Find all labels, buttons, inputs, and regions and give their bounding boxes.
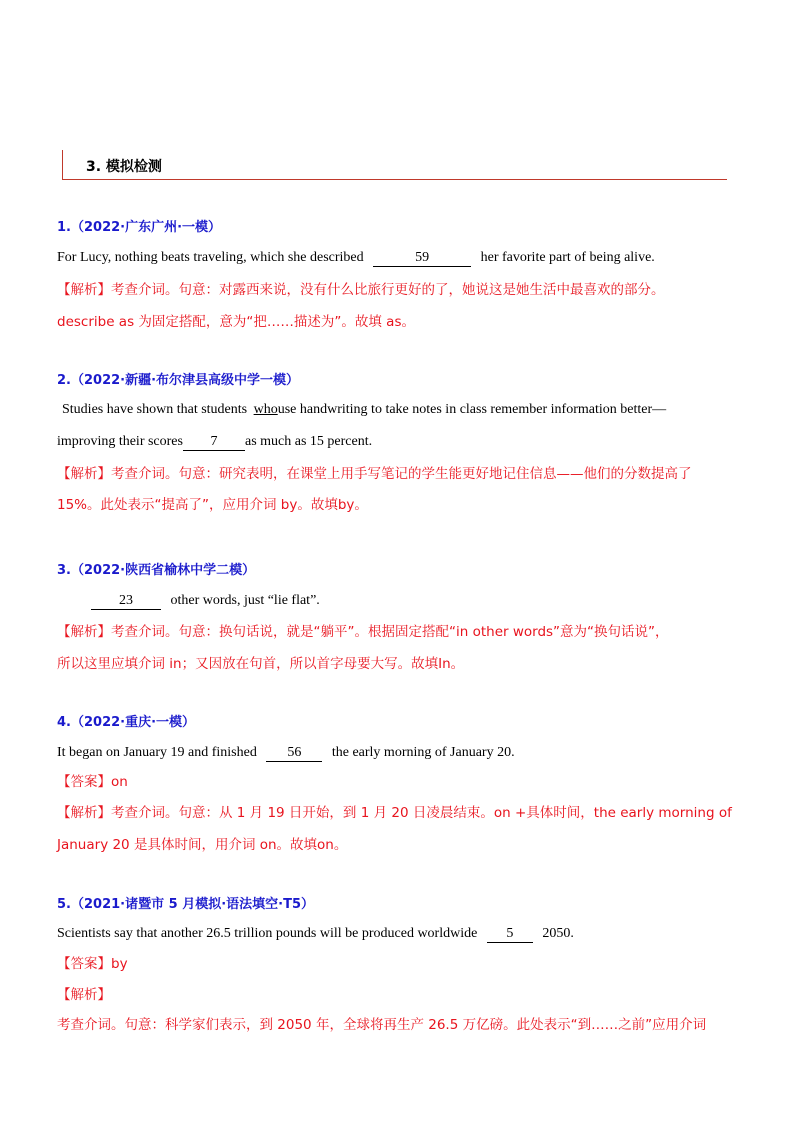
q2-stem-l2-post: as much as 15 percent.: [244, 434, 373, 449]
q2-who: who: [253, 402, 278, 417]
q3-stem: [91, 591, 320, 611]
q2-analysis-1: 【解析】考查介词。句意：研究表明，在课堂上用手写笔记的学生能更好地记住信息——他们的分数提高了: [57, 466, 692, 482]
q1-stem-pre: For Lucy, nothing beats traveling, which she described: [57, 250, 364, 265]
q2-stem-line-2: [57, 432, 372, 452]
q5-answer: 【答案】by: [57, 956, 128, 972]
q3-stem-post: other words, just “lie flat”.: [170, 593, 320, 608]
q4-analysis-1: 【解析】考查介词。句意：从 1 月 19 日开始，到 1 月 20 日凌晨结束。on +具体时间，the early morning of: [57, 805, 732, 821]
q2-stem-line-1: [62, 400, 666, 420]
q2-stem-pre: Studies have shown that students: [62, 402, 248, 417]
q4-answer: 【答案】on: [57, 774, 128, 790]
q4-stem-pre: It began on January 19 and finished: [57, 745, 257, 760]
q1-stem: [57, 248, 655, 268]
q4-blank: 56: [266, 745, 322, 762]
q5-stem-pre: Scientists say that another 26.5 trillion pounds will be produced worldwide: [57, 926, 478, 941]
section-header: [62, 150, 727, 180]
q1-title: 1.（2022·广东广州·一模）: [57, 220, 222, 235]
q4-analysis-2: January 20 是具体时间，用介词 on。故填on。: [57, 837, 348, 853]
q1-analysis-1: 【解析】考查介词。句意：对露西来说，没有什么比旅行更好的了，她说这是她生活中最喜欢的部分。: [57, 282, 665, 298]
q5-stem-post: 2050.: [542, 926, 574, 941]
q5-analysis-label: 【解析】: [57, 987, 111, 1003]
q1-analysis-2: describe as 为固定搭配，意为“把……描述为”。故填 as。: [57, 314, 415, 330]
q4-stem-post: the early morning of January 20.: [331, 745, 515, 760]
q2-stem-l2-pre: improving their scores: [57, 434, 183, 449]
q2-analysis-2: 15%。此处表示“提高了”，应用介词 by。故填by。: [57, 497, 368, 513]
q3-analysis-2: 所以这里应填介词 in；又因放在句首，所以首字母要大写。故填In。: [57, 656, 465, 672]
q1-blank: 59: [373, 250, 471, 267]
q4-stem: [57, 743, 515, 763]
section-title: 3. 模拟检测: [86, 159, 162, 175]
q3-title: 3.（2022·陕西省榆林中学二模）: [57, 563, 256, 578]
q2-blank: 7: [183, 434, 245, 451]
q5-title: 5.（2021·诸暨市 5 月模拟·语法填空·T5）: [57, 897, 314, 912]
q1-stem-post: her favorite part of being alive.: [480, 250, 655, 265]
q5-stem: [57, 924, 574, 944]
q5-blank: 5: [487, 926, 533, 943]
q2-title: 2.（2022·新疆·布尔津县高级中学一模）: [57, 373, 300, 388]
q3-analysis-1: 【解析】考查介词。句意：换句话说，就是“躺平”。根据固定搭配“in other words”意为“换句话说”，: [57, 624, 669, 640]
q4-title: 4.（2022·重庆·一模）: [57, 715, 196, 730]
q3-blank: 23: [91, 593, 161, 610]
q2-stem-post: use handwriting to take notes in class remember information better—: [277, 402, 667, 417]
q5-analysis-1: 考查介词。句意：科学家们表示，到 2050 年，全球将再生产 26.5 万亿磅。此处表示“到……之前”应用介词: [57, 1017, 707, 1033]
